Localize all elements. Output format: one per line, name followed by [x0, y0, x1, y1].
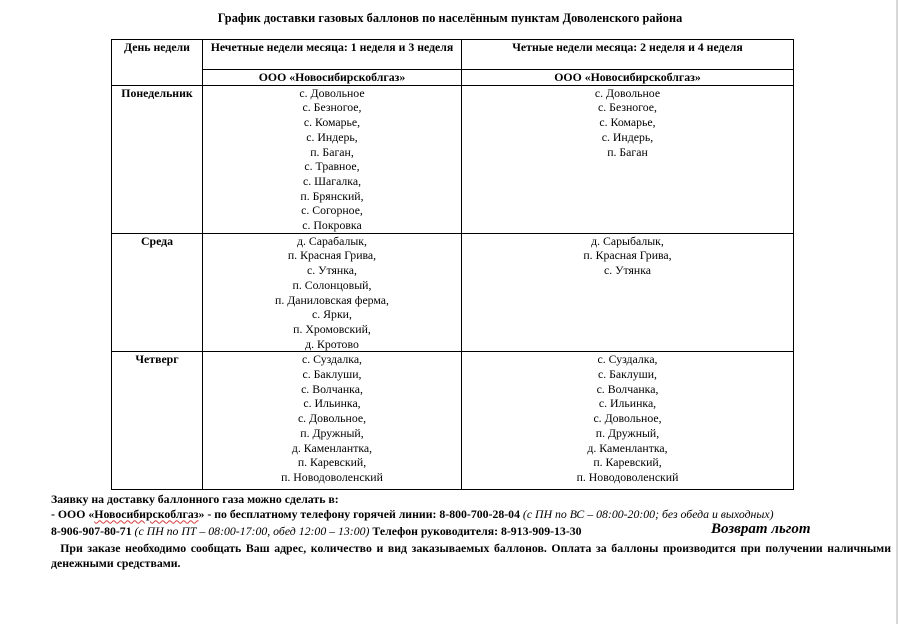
locality: с. Довольное: [594, 85, 661, 100]
even-weeks-cell: [462, 85, 794, 233]
locality: с. Ильинка,: [598, 396, 657, 411]
delivery-schedule-table: [111, 39, 794, 490]
table-row: [112, 85, 794, 233]
locality: п. Баган,: [310, 144, 354, 159]
locality: с. Комарье,: [599, 115, 656, 130]
header-day: День недели: [112, 40, 203, 86]
locality: с. Довольное,: [297, 411, 367, 426]
even-weeks-cell: [462, 233, 794, 352]
office-phone: 8-906-907-80-71: [51, 524, 132, 539]
locality: с. Покровка: [302, 218, 362, 233]
locality: с. Суздалка,: [597, 352, 658, 367]
locality: п. Новодоволенский: [576, 469, 679, 484]
header-org-odd: [203, 70, 462, 86]
locality: д. Каменлантка,: [291, 440, 373, 455]
hotline-line: [51, 507, 891, 522]
hotline-hours: (с ПН по ВС – 08:00-20:00; без обеда и выходных): [519, 506, 774, 521]
document-title: График доставки газовых баллонов по населённым пунктам Доволенского района: [217, 11, 683, 25]
locality: с. Волчанка,: [596, 381, 659, 396]
payment-note: [51, 541, 891, 570]
locality: с. Баклуши,: [302, 367, 362, 382]
office-hours: (с ПН по ПТ – 08:00-17:00, обед 12:00 – 13:00): [131, 524, 370, 539]
day-cell: Понедельник: [112, 85, 203, 233]
locality: с. Индерь,: [306, 129, 358, 144]
locality: д. Каменлантка,: [587, 440, 668, 455]
payment-note-text: При заказе необходимо сообщать Ваш адрес, количество и вид заказываемых баллонов. Оплата за баллоны производится при получении наличными денежными средствами.: [51, 541, 891, 570]
odd-weeks-cell: [203, 85, 462, 233]
locality: п. Новодоволенский: [281, 469, 383, 484]
hotline-phone: » - по бесплатному телефону горячей линии: 8-800-700-28-04: [198, 506, 520, 521]
locality: с. Безногое,: [598, 100, 657, 115]
locality: с. Волчанка,: [301, 381, 363, 396]
locality: п. Дружный,: [300, 425, 364, 440]
locality: с. Безногое,: [302, 100, 362, 115]
header-org-even: [462, 70, 794, 86]
locality: с. Баклуши,: [597, 367, 657, 382]
locality: с. Шагалка,: [302, 173, 362, 188]
even-weeks-cell: [462, 352, 794, 490]
day-cell: Среда: [112, 233, 203, 352]
locality: с. Травное,: [304, 159, 360, 174]
header-odd-weeks: Нечетные недели месяца: 1 неделя и 3 неделя: [203, 40, 462, 70]
locality: п. Солонцовый,: [292, 277, 372, 292]
locality: с. Суздалка,: [301, 352, 363, 367]
odd-weeks-cell: [203, 233, 462, 352]
org-even-label: ООО «Новосибирскоблгаз»: [554, 70, 701, 84]
benefits-return-label: Возврат льгот: [711, 521, 811, 538]
locality: с. Ильинка,: [303, 396, 361, 411]
org-prefix: - ООО «: [51, 506, 95, 521]
locality: с. Ярки,: [312, 307, 352, 322]
locality: д. Сарыбалык,: [591, 233, 664, 248]
locality: с. Утянка: [603, 263, 651, 278]
org-odd-label: ООО «Новосибирскоблгаз»: [258, 70, 406, 84]
locality: д. Кротово: [305, 336, 359, 351]
locality: с. Согорное,: [301, 203, 363, 218]
locality: п. Баган: [607, 144, 648, 159]
locality: с. Индерь,: [601, 129, 654, 144]
locality: п. Красная Грива,: [583, 248, 672, 263]
odd-weeks-cell: [203, 352, 462, 490]
order-intro: Заявку на доставку баллонного газа можно сделать в:: [51, 492, 339, 506]
locality: с. Довольное,: [593, 411, 662, 426]
manager-phone: Телефон руководителя: 8-913-909-13-30: [369, 524, 582, 539]
org-name: Новосибирскоблгаз: [94, 506, 199, 521]
locality: с. Утянка,: [307, 263, 357, 278]
table-row: [112, 233, 794, 352]
header-even-weeks: Четные недели месяца: 2 неделя и 4 неделя: [462, 40, 794, 70]
locality: п. Хромовский,: [293, 321, 371, 336]
table-row: [112, 352, 794, 490]
locality: п. Даниловская ферма,: [275, 292, 389, 307]
locality: п. Дружный,: [595, 425, 660, 440]
window-edge: [896, 0, 898, 624]
locality: п. Красная Грива,: [287, 248, 377, 263]
locality: с. Комарье,: [303, 115, 361, 130]
locality: д. Сарабалык,: [297, 233, 367, 248]
locality: п. Каревский,: [593, 455, 662, 470]
locality: п. Каревский,: [297, 455, 367, 470]
locality: п. Брянский,: [300, 188, 364, 203]
day-cell: Четверг: [112, 352, 203, 490]
office-line: [51, 521, 891, 539]
footer-notes: [51, 492, 891, 571]
locality: с. Довольное: [299, 85, 365, 100]
